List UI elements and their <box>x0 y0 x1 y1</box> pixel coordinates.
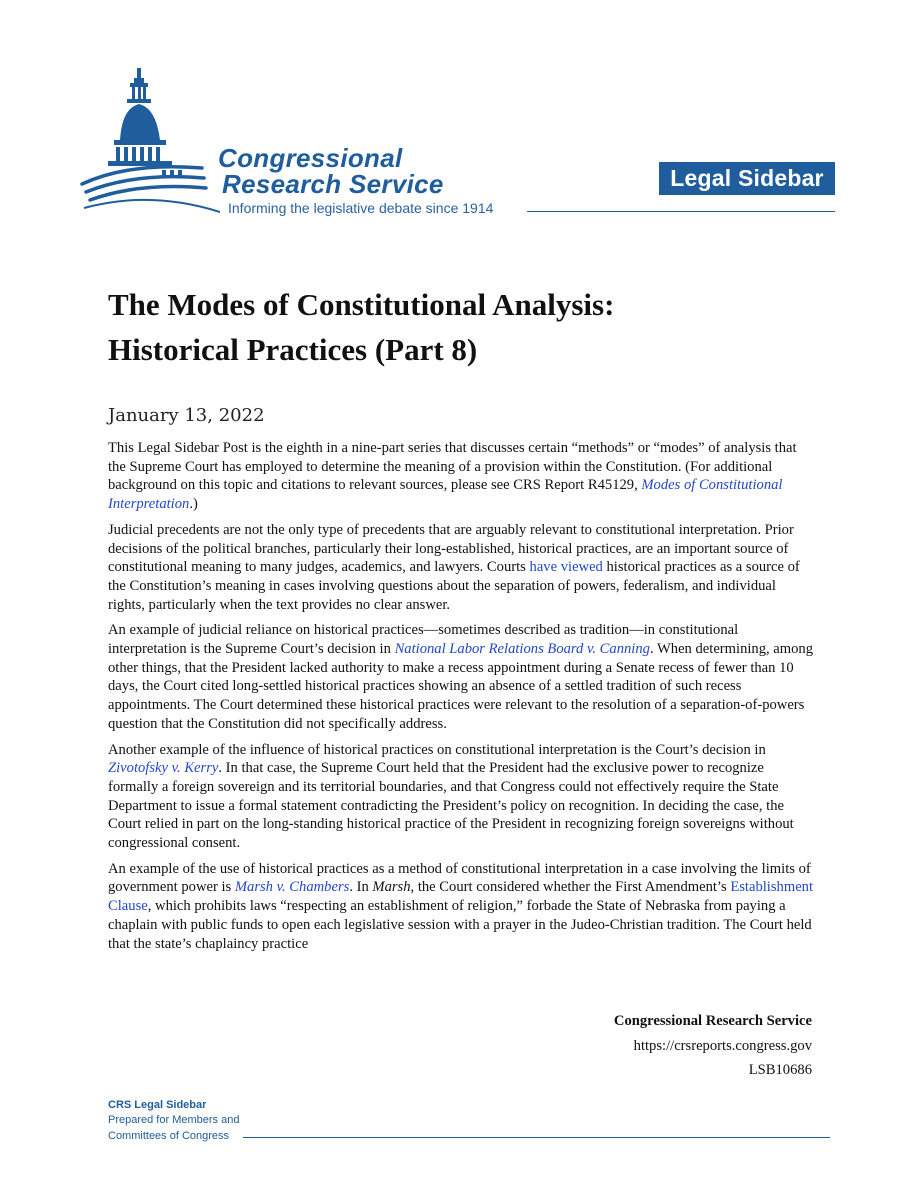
text-run: , which prohibits laws “respecting an establishment of religion,” forbade the State of Nebraska from paying a chaplain with public funds to open each legislative session with a prayer in the Judeo-Christian tradition. The Court held that the state’s chaplaincy practice <box>108 898 812 952</box>
bottom-committees-line: Committees of Congress <box>108 1130 230 1142</box>
title-line1: The Modes of Constitutional Analysis: <box>108 287 615 322</box>
text-run: historical practices as a source of the Constitution’s meaning in cases involving questions about the separation of powers, federalism, and individual rights, particularly when the text provides no clear answer. <box>108 559 800 613</box>
footer-url[interactable]: https://crsreports.congress.gov <box>633 1038 812 1054</box>
link-modes-of-constitutional-interpretation[interactable]: Modes of Constitutional Interpretation <box>108 477 783 513</box>
text-run: , the Court considered whether the First Amendment’s <box>410 879 731 896</box>
paragraph-2 <box>108 521 814 615</box>
text-run: . When determining, among other things, that the President lacked authority to make a recess appointment during a Senate recess of fewer than 10 days, the Court cited long-settled historical practices showing an absence of a settled tradition of such recess appointments. The Court determined these historical practices were relevant to the resolution of a separation-of-powers question that the Constitution did not specifically address. <box>108 641 814 732</box>
paragraph-3 <box>108 621 814 733</box>
bottom-series-title: CRS Legal Sidebar <box>108 1099 207 1111</box>
text-run: .) <box>189 496 198 513</box>
paragraph-1 <box>108 439 814 514</box>
text-run: . In <box>349 879 373 896</box>
text-run: An example of the use of historical practices as a method of constitutional interpretation in a case involving the limits of government power is <box>108 860 811 896</box>
article-body <box>108 439 814 960</box>
link-establishment-clause[interactable]: Establishment Clause <box>108 879 814 915</box>
legal-sidebar-badge: Legal Sidebar <box>659 162 835 195</box>
crs-logo <box>80 62 640 222</box>
logo-wordmark-line1: Congressional <box>218 143 403 173</box>
footer-divider <box>243 1137 830 1138</box>
text-run: An example of judicial reliance on historical practices—sometimes described as tradition—in constitutional interpretation is the Supreme Court’s decision in <box>108 622 739 658</box>
link-marsh-v-chambers[interactable]: Marsh v. Chambers <box>234 879 350 896</box>
publication-date: January 13, 2022 <box>108 405 265 426</box>
link-nlrb-v-canning[interactable]: National Labor Relations Board v. Canning <box>394 641 650 658</box>
link-have-viewed[interactable]: have viewed <box>529 559 603 576</box>
page-title <box>108 282 828 372</box>
logo-tagline: Informing the legislative debate since 1914 <box>228 200 494 216</box>
text-run: . In that case, the Supreme Court held that the President had the exclusive power to recognize formally a foreign sovereign and its territorial boundaries, and that Congress could not effectively require the State Department to issue a formal statement contradicting the President’s policy on recognition. In deciding the case, the Court relied in part on the long-standing historical practice of the President in recognizing foreign sovereigns without congressional consent. <box>108 760 794 852</box>
text-run: Another example of the influence of historical practices on constitutional interpretation is the Court’s decision in <box>108 741 766 758</box>
capitol-dome-icon <box>80 62 220 222</box>
footer-report-id: LSB10686 <box>748 1062 812 1078</box>
case-name-emphasis: Marsh <box>372 879 411 896</box>
bottom-prepared-line: Prepared for Members and <box>108 1114 240 1126</box>
paragraph-4 <box>108 741 814 853</box>
footer-org-name: Congressional Research Service <box>613 1013 812 1029</box>
text-run: Judicial precedents are not the only type of precedents that are arguably relevant to constitutional interpretation. Prior decisions of the political branches, particularly their long-established, historical practices, are an important source of constitutional meaning to many judges, academics, and lawyers. Courts <box>108 521 794 576</box>
link-zivotofsky-v-kerry[interactable]: Zivotofsky v. Kerry <box>108 760 219 777</box>
text-run: This Legal Sidebar Post is the eighth in a nine-part series that discusses certain “methods” or “modes” of analysis that the Supreme Court has employed to determine the meaning of a provision within the Constitution. (For additional background on this topic and citations to relevant sources, please see CRS Report R45129, <box>108 440 797 494</box>
header-divider <box>527 211 835 212</box>
title-line2: Historical Practices (Part 8) <box>108 332 478 367</box>
logo-wordmark-line2: Research Service <box>222 169 444 199</box>
paragraph-5 <box>108 860 814 954</box>
